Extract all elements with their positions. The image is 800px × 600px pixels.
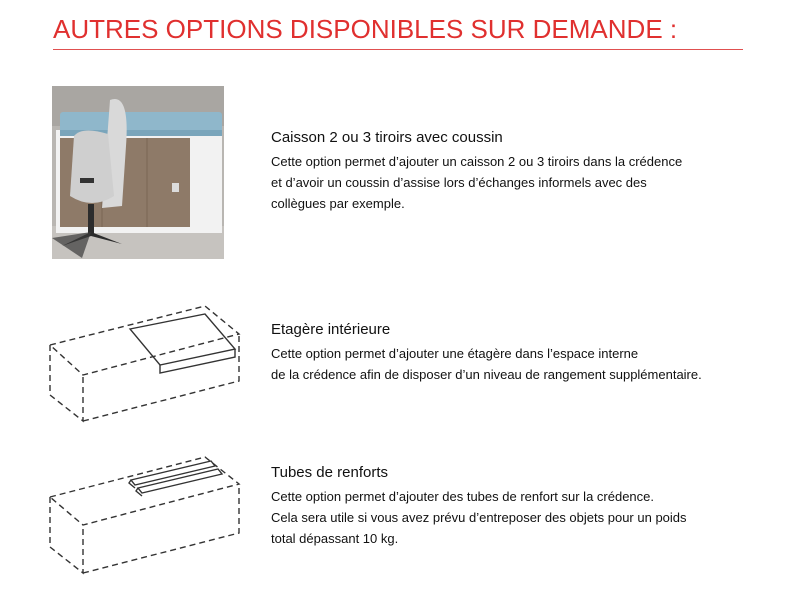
reinforcement-tubes-sketch [45,447,245,577]
option-description-line: Cela sera utile si vous avez prévu d’entreposer des objets pour un poids [271,510,687,525]
option-description-line: Cette option permet d’ajouter une étagère dans l’espace interne [271,346,639,361]
option-description-line: total dépassant 10 kg. [271,531,399,546]
option-etagere [271,320,781,385]
option-title: Caisson 2 ou 3 tiroirs avec coussin [271,129,503,146]
option-title: Tubes de renforts [271,464,389,481]
option-description-line: Cette option permet d’ajouter un caisson 2 ou 3 tiroirs dans la crédence [271,154,683,169]
page-title: AUTRES OPTIONS DISPONIBLES SUR DEMANDE : [53,14,678,44]
inner-shelf-sketch [45,303,245,428]
option-title: Etagère intérieure [271,321,391,338]
title-underline [53,49,743,50]
option-description-line: collègues par exemple. [271,196,405,211]
option-description-line: et d’avoir un coussin d’assise lors d’échanges informels avec des [271,175,647,190]
credenza-photo [52,86,224,259]
option-description-line: de la crédence afin de disposer d’un niveau de rangement supplémentaire. [271,367,702,382]
option-caisson [271,128,781,214]
option-tubes [271,463,781,549]
option-description-line: Cette option permet d’ajouter des tubes de renfort sur la crédence. [271,489,654,504]
